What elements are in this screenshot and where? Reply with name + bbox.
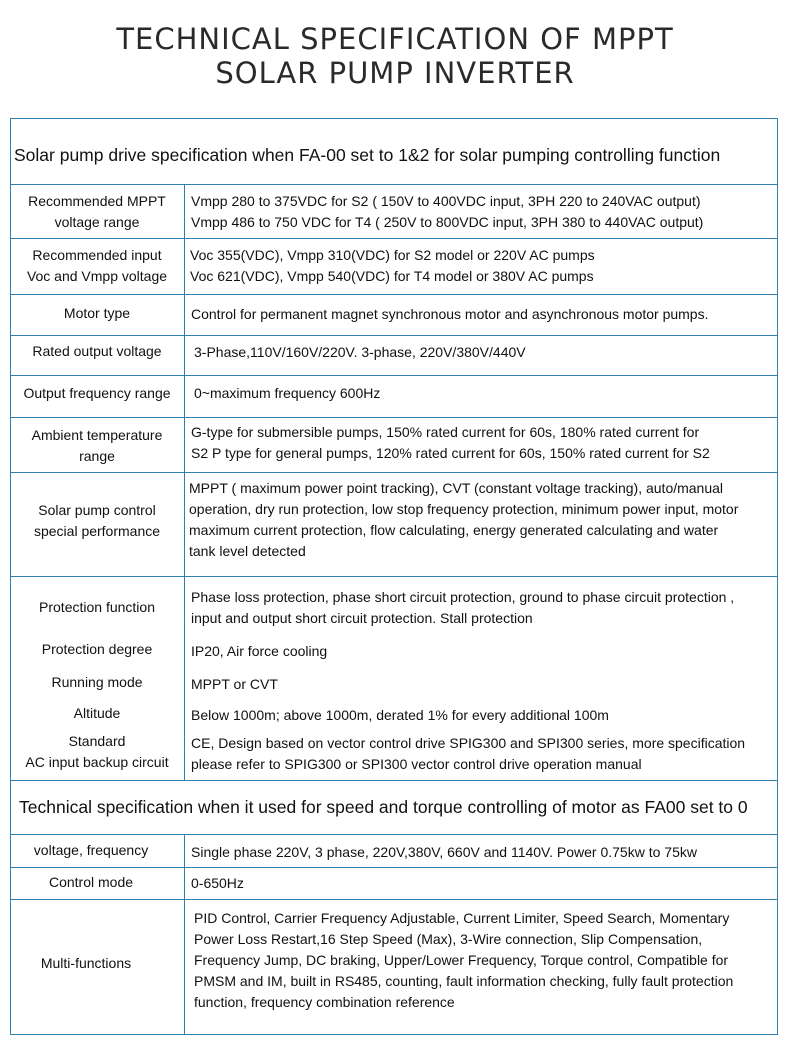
row-value: PID Control, Carrier Frequency Adjustable, Current Limiter, Speed Search, Momentary Power Loss Restart,16 Step Speed (Max), 3-Wire connection, Slip Compensation, Frequency Jump, DC braking, Upper/Lower Frequency, Torque control, Compatible for PMSM and IM, built in RS485, counting, fault information checking, fully fault protection function, frequency combination reference [194, 910, 734, 1010]
page-title-line-2: SOLAR PUMP INVERTER [215, 56, 575, 90]
row-value: Control for permanent magnet synchronous motor and asynchronous motor pumps. [191, 306, 709, 322]
section-1-heading: Solar pump drive specification when FA-00 set to 1&2 for solar pumping controlling function [14, 145, 721, 165]
row-divider [10, 834, 778, 835]
row-value: G-type for submersible pumps, 150% rated current for 60s, 180% rated current for S2 P type for general pumps, 120% rated current for 60s, 150% rated current for S2 [191, 424, 710, 461]
row-label: Rated output voltage [32, 343, 162, 359]
row-value: Single phase 220V, 3 phase, 220V,380V, 660V and 1140V. Power 0.75kw to 75kw [191, 844, 697, 860]
row-value: 0-650Hz [191, 875, 244, 891]
section-2-heading: Technical specification when it used for speed and torque controlling of motor as FA00 set to 0 [19, 797, 748, 817]
row-value: Below 1000m; above 1000m, derated 1% for every additional 100m [191, 707, 609, 723]
row-divider [10, 867, 778, 868]
row-divider [10, 472, 778, 473]
row-label: Ambient temperature range [31, 427, 163, 464]
row-label: Protection degree [41, 641, 153, 657]
row-label: Control mode [48, 874, 134, 890]
row-label: Recommended MPPT voltage range [28, 193, 166, 230]
row-value: 3-Phase,110V/160V/220V. 3-phase, 220V/380V/440V [194, 344, 526, 360]
row-divider [10, 238, 778, 239]
row-label: Recommended input Voc and Vmpp voltage [26, 247, 168, 284]
row-divider [10, 294, 778, 295]
row-divider [10, 184, 778, 185]
row-label: Multi-functions [40, 955, 132, 971]
row-label: Solar pump control special performance [33, 502, 161, 539]
row-label: Motor type [63, 305, 131, 321]
row-value: Phase loss protection, phase short circuit protection, ground to phase circuit protection , input and output short circuit protection. Stall protection [191, 589, 735, 626]
row-divider [10, 576, 778, 577]
row-label: Protection function [39, 599, 155, 615]
row-divider [10, 899, 778, 900]
row-label: voltage, frequency [33, 842, 149, 858]
row-value: MPPT or CVT [191, 676, 278, 692]
row-label: Altitude [73, 705, 121, 721]
row-value: MPPT ( maximum power point tracking), CVT (constant voltage tracking), auto/manual operation, dry run protection, low stop frequency protection, minimum power input, motor maximum current protection, flow calculating, energy generated calculating and water tank level detected [189, 480, 739, 559]
row-divider [10, 417, 778, 418]
row-label: Running mode [51, 674, 143, 690]
column-divider [184, 834, 185, 1034]
row-value: Voc 355(VDC), Vmpp 310(VDC) for S2 model or 220V AC pumps Voc 621(VDC), Vmpp 540(VDC) for T4 model or 380V AC pumps [190, 247, 595, 284]
row-divider [10, 375, 778, 376]
row-label: Standard AC input backup circuit [25, 733, 169, 770]
row-value: CE, Design based on vector control drive SPIG300 and SPI300 series, more specification please refer to SPIG300 or SPI300 vector control drive operation manual [191, 735, 746, 772]
row-value: 0~maximum frequency 600Hz [194, 385, 381, 401]
row-value: IP20, Air force cooling [191, 643, 328, 659]
page-title-line-1: TECHNICAL SPECIFICATION OF MPPT [116, 22, 674, 56]
row-divider [10, 780, 778, 781]
column-divider [184, 184, 185, 780]
row-label: Output frequency range [23, 385, 171, 401]
row-value: Vmpp 280 to 375VDC for S2 ( 150V to 400VDC input, 3PH 220 to 240VAC output) Vmpp 486 to 750 VDC for T4 ( 250V to 800VDC input, 3PH 380 to 440VAC output) [191, 193, 704, 230]
row-divider [10, 335, 778, 336]
